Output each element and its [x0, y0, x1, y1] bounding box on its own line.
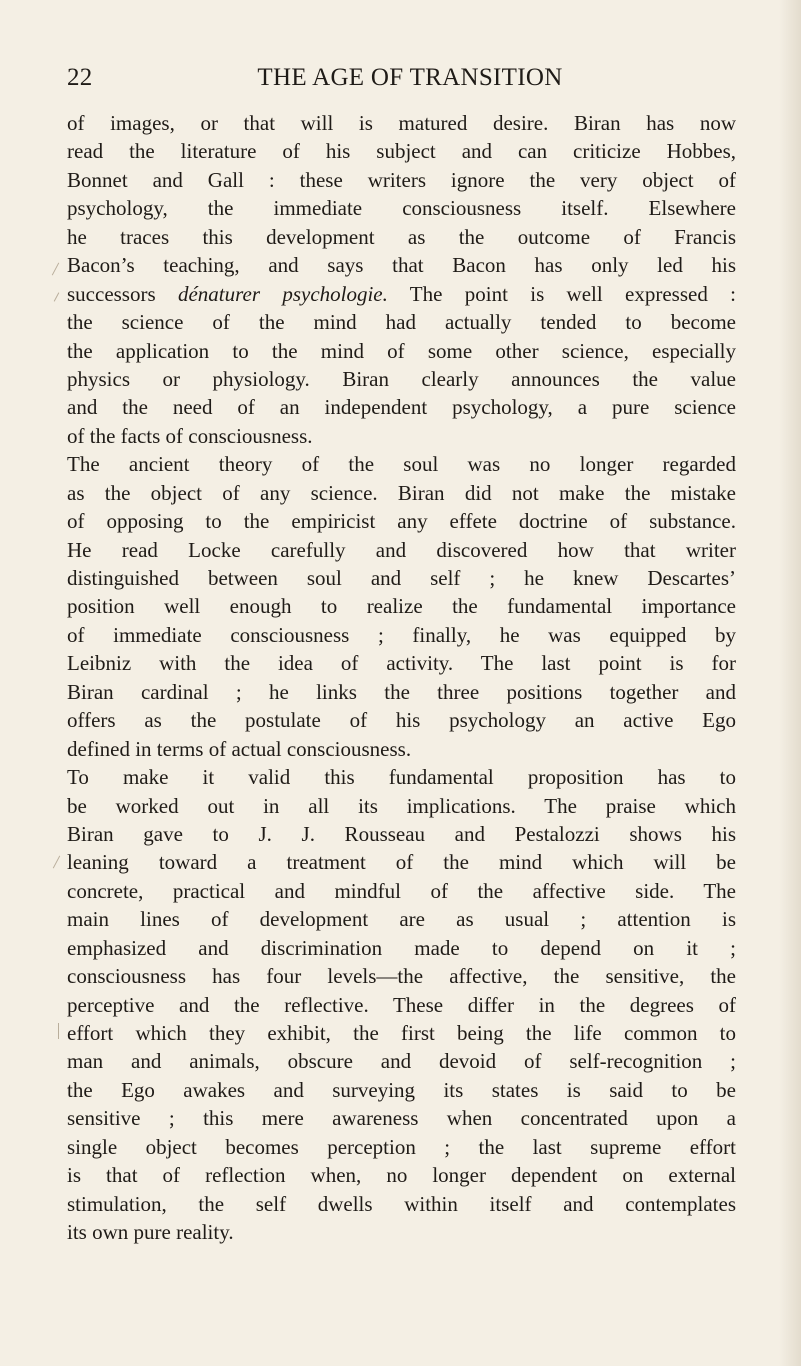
- text-line: emphasized and discrimination made to depend on it ;: [67, 935, 736, 960]
- running-title: THE AGE OF TRANSITION: [257, 64, 563, 91]
- text-line: Bacon’s teaching, and says that Bacon has only led his: [67, 253, 736, 278]
- text-line: is that of reflection when, no longer dependent on external: [67, 1163, 736, 1188]
- text-line: position well enough to realize the fundamental importance: [67, 594, 736, 619]
- text-line: of opposing to the empiricist any effete doctrine of substance.: [67, 509, 736, 534]
- margin-mark: [52, 263, 59, 276]
- text-line: main lines of development are as usual ; attention is: [67, 907, 736, 932]
- text-line: man and animals, obscure and devoid of self-recognition ;: [67, 1049, 736, 1074]
- text-line: single object becomes perception ; the last supreme effort: [67, 1134, 736, 1159]
- body-text: [67, 109, 736, 1247]
- text-line: defined in terms of actual consciousness.: [67, 736, 412, 761]
- text-line: concrete, practical and mindful of the affective side. The: [67, 878, 736, 903]
- text-line: The ancient theory of the soul was no longer regarded: [67, 452, 736, 477]
- running-head: [67, 62, 733, 94]
- text-line: distinguished between soul and self ; he knew Descartes’: [67, 566, 736, 590]
- text-line: the science of the mind had actually tended to become: [67, 310, 736, 335]
- text-line: of immediate consciousness ; finally, he was equipped by: [67, 622, 736, 647]
- page-edge-shadow: [779, 0, 801, 1366]
- margin-mark: [58, 1023, 59, 1039]
- text-line: physics or physiology. Biran clearly announces the value: [67, 366, 736, 391]
- text-line: successors dénaturer psychologie. The point is well expressed :: [67, 281, 736, 306]
- text-line: the application to the mind of some other science, especially: [67, 338, 736, 363]
- text-line: He read Locke carefully and discovered how that writer: [67, 537, 736, 562]
- text-line: consciousness has four levels—the affective, the sensitive, the: [67, 964, 736, 989]
- text-line: Leibniz with the idea of activity. The last point is for: [67, 651, 736, 676]
- margin-mark: [53, 856, 60, 869]
- text-line: Bonnet and Gall : these writers ignore the very object of: [67, 167, 736, 192]
- italic-phrase: dénaturer psychologie.: [177, 281, 388, 306]
- text-line: the Ego awakes and surveying its states is said to be: [67, 1077, 736, 1102]
- text-line: of the facts of consciousness.: [67, 423, 313, 448]
- text-line: be worked out in all its implications. The praise which: [67, 793, 736, 818]
- text-line: Biran cardinal ; he links the three positions together and: [67, 679, 736, 704]
- margin-mark: [54, 292, 60, 301]
- text-line: sensitive ; this mere awareness when concentrated upon a: [67, 1106, 736, 1131]
- text-line: offers as the postulate of his psychology an active Ego: [67, 708, 736, 733]
- text-line: he traces this development as the outcome of Francis: [67, 224, 736, 249]
- text-line: as the object of any science. Biran did not make the mistake: [67, 480, 736, 505]
- text-line: Biran gave to J. J. Rousseau and Pestalozzi shows his: [67, 821, 736, 846]
- text-line: its own pure reality.: [67, 1220, 234, 1245]
- text-line: leaning toward a treatment of the mind which will be: [67, 850, 736, 875]
- text-line: and the need of an independent psychology, a pure science: [67, 395, 736, 420]
- page-number: 22: [67, 64, 93, 91]
- text-line: stimulation, the self dwells within itself and contemplates: [67, 1191, 736, 1216]
- text-line: psychology, the immediate consciousness itself. Elsewhere: [67, 196, 736, 221]
- text-line: of images, or that will is matured desire. Biran has now: [67, 111, 736, 135]
- text-line: effort which they exhibit, the first being the life common to: [67, 1021, 736, 1045]
- text-line: read the literature of his subject and can criticize Hobbes,: [67, 139, 736, 164]
- text-line: To make it valid this fundamental proposition has to: [67, 765, 736, 790]
- text-line: perceptive and the reflective. These differ in the degrees of: [67, 992, 736, 1017]
